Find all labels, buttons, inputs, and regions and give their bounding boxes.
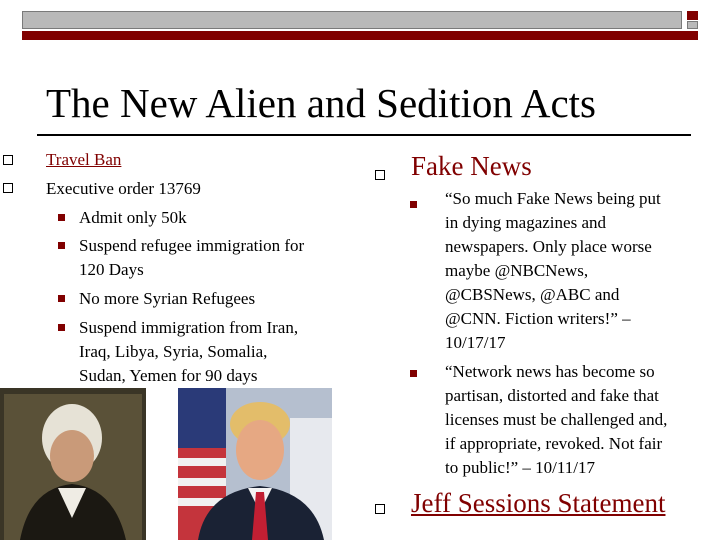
top-gray-bar [22, 11, 682, 29]
checkbox-bullet-icon [3, 183, 13, 193]
title-underline [37, 134, 691, 136]
portrait-painting-image [0, 388, 146, 540]
square-bullet-icon [410, 370, 417, 377]
top-maroon-bar [22, 31, 698, 40]
checkbox-bullet-icon [3, 155, 13, 165]
square-bullet-icon [410, 201, 417, 208]
quote-text: “So much Fake News being put in dying magazines and newspapers. Only place worse maybe @NBCNews, @CBSNews, @ABC and @CNN. Fiction writers!” – 10/17/17 [445, 189, 661, 352]
president-photo-image [178, 388, 332, 540]
corner-gray-square [687, 21, 698, 29]
checkbox-bullet-icon [375, 170, 385, 180]
decorative-top-bar [22, 11, 698, 39]
subitem-text: Suspend immigration from Iran, Iraq, Libya, Syria, Somalia, Sudan, Yemen for 90 days [79, 318, 299, 385]
travel-ban-link[interactable]: Travel Ban [46, 150, 122, 169]
subitem-text: Suspend refugee immigration for 120 Days [79, 236, 305, 279]
quote-text: “Network news has become so partisan, distorted and fake that licenses must be challenged and, if appropriate, revoked. Not fair to public!” – 10/11/17 [445, 362, 668, 477]
subitem-text: Admit only 50k [79, 208, 187, 227]
executive-order-label: Executive order 13769 [46, 179, 201, 198]
square-bullet-icon [58, 295, 65, 302]
jeff-sessions-link[interactable]: Jeff Sessions Statement [411, 488, 666, 518]
fake-news-link[interactable]: Fake News [411, 151, 532, 181]
subitem-text: No more Syrian Refugees [79, 289, 256, 308]
checkbox-bullet-icon [375, 504, 385, 514]
square-bullet-icon [58, 324, 65, 331]
square-bullet-icon [58, 214, 65, 221]
square-bullet-icon [58, 242, 65, 249]
corner-maroon-square [687, 11, 698, 20]
slide-title: The New Alien and Sedition Acts [46, 80, 596, 126]
